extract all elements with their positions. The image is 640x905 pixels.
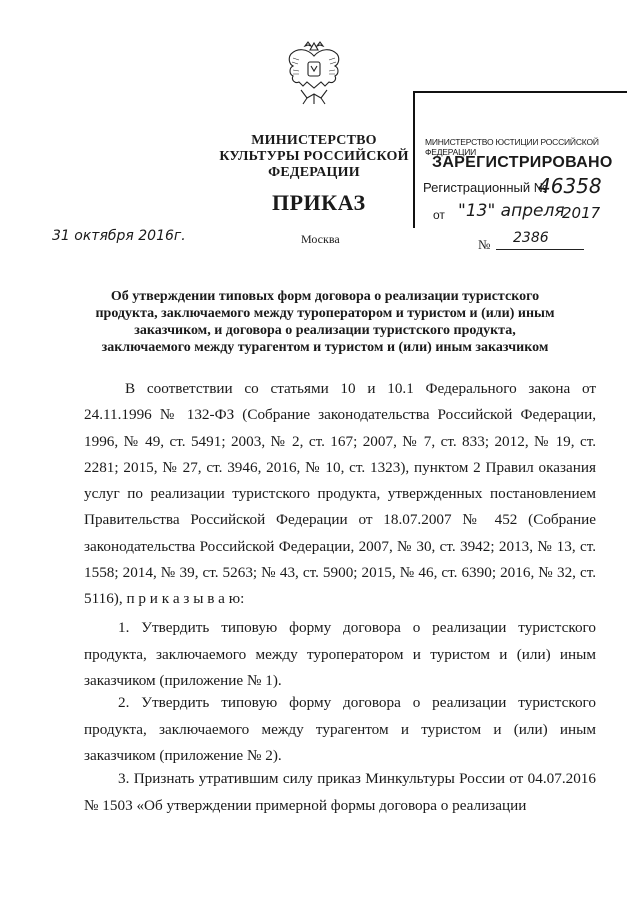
stamp-registered-label: ЗАРЕГИСТРИРОВАНО — [432, 154, 613, 171]
order-item: 1. Утвердить типовую форму договора о реализации туристского продукта, заключаемого между туроператором и туристом и (или) иным заказчиком (приложение № 1). — [84, 619, 596, 689]
city: Москва — [301, 232, 340, 246]
order-item: 3. Признать утратившим силу приказ Минкультуры России от 04.07.2016 № 1503 «Об утверждении примерной формы договора о реализации — [84, 770, 596, 814]
stamp-reg-number-label: Регистрационный № — [423, 180, 548, 195]
stamp-date-value: "13" апреля — [458, 201, 565, 221]
order-number-value: 2386 — [513, 230, 549, 246]
order-date: 31 октября 2016г. — [52, 228, 186, 244]
ministry-name: МИНИСТЕРСТВО КУЛЬТУРЫ РОССИЙСКОЙ ФЕДЕРАЦИИ — [219, 133, 409, 180]
order-number-label: № — [478, 237, 491, 252]
preamble-paragraph: В соответствии со статьями 10 и 10.1 Федерального закона от 24.11.1996 № 132-ФЗ (Собрание законодательства Российской Федерации, 1996, № 49, ст. 5491; 2003, № 2, ст. 167; 2007, № 7, ст. 833; 2012, № 19, ст. 2281; 2015, № 27, ст. 3946, 2016, № 10, ст. 1323), пунктом 2 Правил оказания услуг по реализации туристского продукта, утвержденных постановлением Правительства Российской Федерации от 18.07.2007 № 452 (Собрание законодательства Российской Федерации, 2007, № 30, ст. 3942; 2013, № 13, ст. 1558; 2014, № 39, ст. 5263; № 43, ст. 5900; 2015, № 46, ст. 6390; 2016, № 32, ст. 5116), п р и к а з ы в а ю: — [84, 380, 596, 608]
stamp-reg-number-value: 46358 — [538, 174, 602, 198]
order-item: 2. Утвердить типовую форму договора о реализации туристского продукта, заключаемого между турагентом и туристом и (или) иным заказчиком (приложение № 2). — [84, 694, 596, 764]
stamp-from-label: от — [433, 208, 445, 222]
order-number-underline — [496, 249, 584, 250]
document-type-title: ПРИКАЗ — [272, 190, 366, 215]
stamp-agency: МИНИСТЕРСТВО ЮСТИЦИИ РОССИЙСКОЙ ФЕДЕРАЦИИ — [425, 137, 599, 157]
stamp-year-value: 2017 — [562, 204, 601, 222]
order-title: Об утверждении типовых форм договора о реализации туристского продукта, заключаемого между туроператором и туристом и (или) иным заказчиком, и договора о реализации туристского продукта, заключаемого между турагентом и туристом и (или) иным заказчиком — [95, 289, 555, 355]
state-emblem-icon — [283, 38, 345, 108]
